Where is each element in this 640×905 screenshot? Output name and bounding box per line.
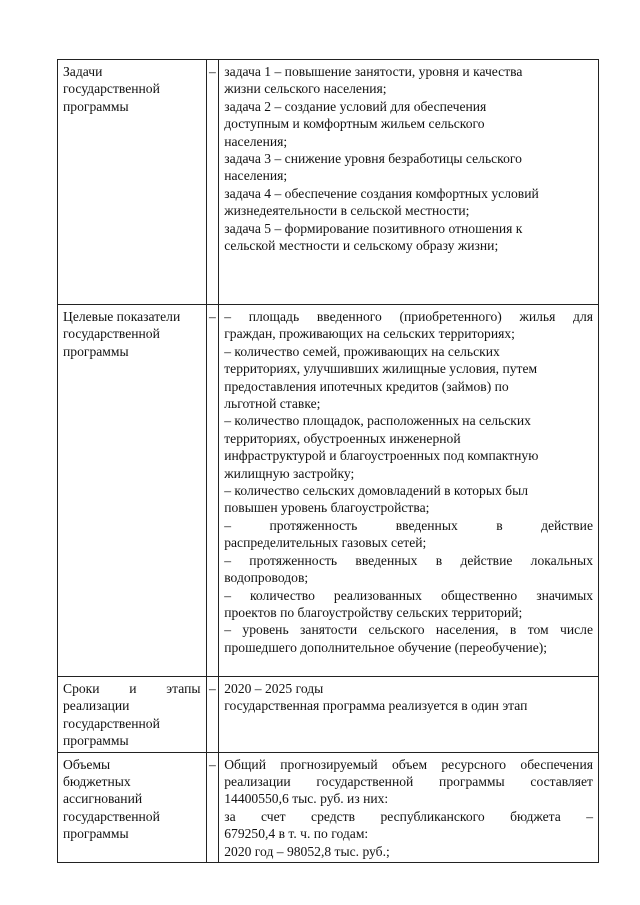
row-dash-cell: – [206,305,219,677]
content-line: – площадь введенного (приобретенного) жилья для [224,309,593,324]
content-line: распределительных газовых сетей; [224,535,427,551]
row-content-cell [219,677,599,753]
row-label-line: программы [63,733,129,749]
content-line: жилищную застройку; [224,465,355,481]
content-line: задача 3 – снижение уровня безработицы сельского [224,151,522,167]
content-line: территориях, обустроенных инженерной [224,430,461,446]
row-dash-cell: – [206,752,219,862]
content-line: доступным и комфортным жильем сельского [224,116,485,132]
content-line: населения; [224,133,288,149]
content-line: реализации государственной программы составляет [224,774,593,790]
table-row [58,677,599,753]
row-label-cell [58,677,207,753]
content-line: государственная программа реализуется в один этап [224,698,528,714]
content-line: за счет средств республиканского бюджета – [224,808,593,824]
content-line: жизнедеятельности в сельской местности; [224,203,470,219]
row-label-line: государственной [63,808,160,824]
content-line: – количество площадок, расположенных на сельских [224,413,531,429]
content-line: населения; [224,168,288,184]
content-line: задача 5 – формирование позитивного отношения к [224,220,523,236]
row-label-line: Объемы [63,756,111,772]
table-row [58,305,599,677]
content-line: – количество семей, проживающих на сельских [224,343,500,359]
row-content-cell [219,60,599,305]
content-line: – протяженность введенных в действие локальных [224,552,593,568]
content-line: задача 1 – повышение занятости, уровня и качества [224,64,523,79]
row-content-cell [219,305,599,677]
content-line: проектов по благоустройству сельских территорий; [224,604,523,620]
row-label-cell [58,305,207,677]
row-label-line: государственной [63,81,160,97]
row-label-line: ассигнований [63,791,143,807]
content-line: прошедшего дополнительное обучение (переобучение); [224,639,548,655]
content-line: 2020 – 2025 годы [224,681,324,696]
content-line: – уровень занятости сельского населения, в том числе [224,622,593,638]
row-label-line: программы [63,826,129,842]
row-label-line: Задачи [63,64,103,79]
content-line: 14400550,6 тыс. руб. из них: [224,791,389,807]
passport-table [57,59,599,863]
content-line: – количество реализованных общественно значимых [224,587,593,603]
content-line: 679250,4 в т. ч. по годам: [224,826,369,842]
row-label-line: государственной [63,715,160,731]
row-label-line: Целевые показатели [63,309,181,324]
content-line: инфраструктурой и благоустроенных под компактную [224,448,539,464]
table-row [58,752,599,862]
table-row [58,60,599,305]
content-line: предоставления ипотечных кредитов (займов) по [224,378,509,394]
content-line: Общий прогнозируемый объем ресурсного обеспечения [224,756,593,772]
row-label-line: реализации [63,698,130,714]
content-line: повышен уровень благоустройства; [224,500,430,516]
content-line: 2020 год – 98052,8 тыс. руб.; [224,843,390,859]
row-dash-cell: – [206,677,219,753]
content-line: задача 2 – создание условий для обеспечения [224,98,487,114]
row-content-cell [219,752,599,862]
content-line: территориях, улучшивших жилищные условия, путем [224,361,538,377]
row-label-line: бюджетных [63,774,131,790]
row-label-line: программы [63,98,129,114]
content-line: водопроводов; [224,570,309,586]
row-dash-cell: – [206,60,219,305]
content-line: граждан, проживающих на сельских территориях; [224,326,515,342]
content-line: сельской местности и сельскому образу жизни; [224,238,499,254]
content-line: – протяженность введенных в действие [224,517,593,533]
row-label-line: программы [63,343,129,359]
row-label-cell [58,752,207,862]
row-label-line: государственной [63,326,160,342]
content-line: льготной ставке; [224,396,321,412]
row-label-cell [58,60,207,305]
row-label-line: Сроки и этапы [63,681,201,696]
content-line: – количество сельских домовладений в которых был [224,483,528,499]
content-line: задача 4 – обеспечение создания комфортных условий [224,185,539,201]
content-line: жизни сельского населения; [224,81,387,97]
